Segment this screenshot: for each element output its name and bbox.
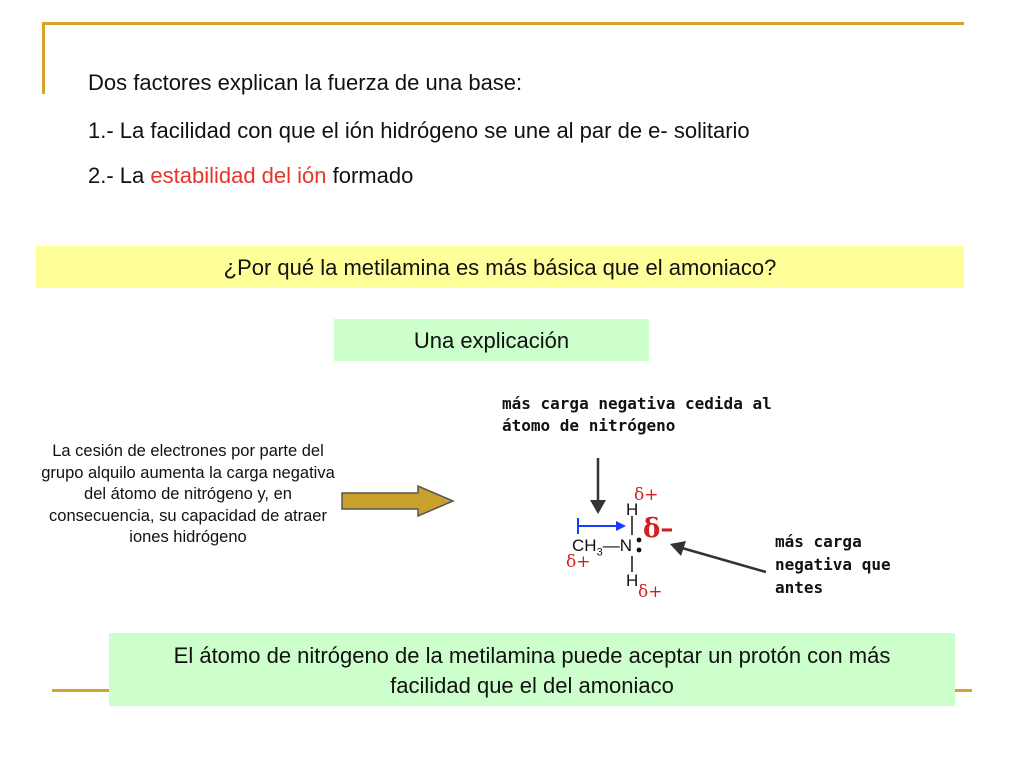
intro-line-2: 1.- La facilidad con que el ión hidrógeno se une al par de e- solitario: [88, 118, 750, 143]
explanation-text: La cesión de electrones por parte del grupo alquilo aumenta la carga negativa del átomo de nitrógeno y, en consecuencia, su capacidad de atraer iones hidrógeno: [41, 442, 335, 546]
atom-h-bottom: H: [626, 571, 639, 590]
delta-plus-bottom: δ+: [638, 582, 663, 602]
subscript-3: 3: [596, 546, 603, 559]
intro-line-3-suffix: formado: [326, 163, 414, 188]
down-arrowhead-icon: [590, 500, 606, 514]
delta-plus-top: δ+: [634, 485, 659, 505]
conclusion-banner: El átomo de nitrógeno de la metilamina puede aceptar un protón con más facilidad que el del amoniaco: [109, 633, 955, 706]
top-label-line-2: átomo de nitrógeno: [502, 416, 676, 435]
atom-n: N: [619, 536, 632, 555]
delta-minus: δ–: [643, 514, 674, 544]
atom-h-top: H: [626, 500, 639, 519]
blue-arrowhead-icon: [616, 521, 626, 531]
left-rule: [42, 22, 45, 94]
bond-c-n: —: [602, 536, 620, 555]
intro-line-3-highlight: estabilidad del ión: [150, 163, 327, 188]
atom-c-label: CH: [572, 536, 597, 555]
right-label-line-2: negativa que: [775, 555, 891, 574]
top-rule: [42, 22, 964, 25]
bottom-rule-right: [955, 689, 972, 692]
lone-pair-dot-top: [637, 538, 642, 543]
top-label-line-1: más carga negativa cedida al: [502, 394, 772, 413]
delta-plus-left: δ+: [566, 552, 591, 572]
lone-pair-dot-bottom: [637, 548, 642, 553]
intro-line-1: Dos factores explican la fuerza de una base:: [88, 70, 523, 95]
intro-line-3: [88, 163, 413, 189]
right-label-line-1: más carga: [775, 532, 862, 551]
molecule-graphics: [560, 450, 790, 600]
left-arrow-shaft: [682, 548, 766, 572]
intro-line-3-prefix: 2.- La: [88, 163, 151, 188]
question-banner: ¿Por qué la metilamina es más básica que el amoniaco?: [36, 246, 964, 288]
right-label-line-3: antes: [775, 578, 824, 597]
right-arrow-icon: [340, 484, 456, 518]
bottom-rule-left: [52, 689, 112, 692]
explanation-label: Una explicación: [334, 319, 649, 361]
